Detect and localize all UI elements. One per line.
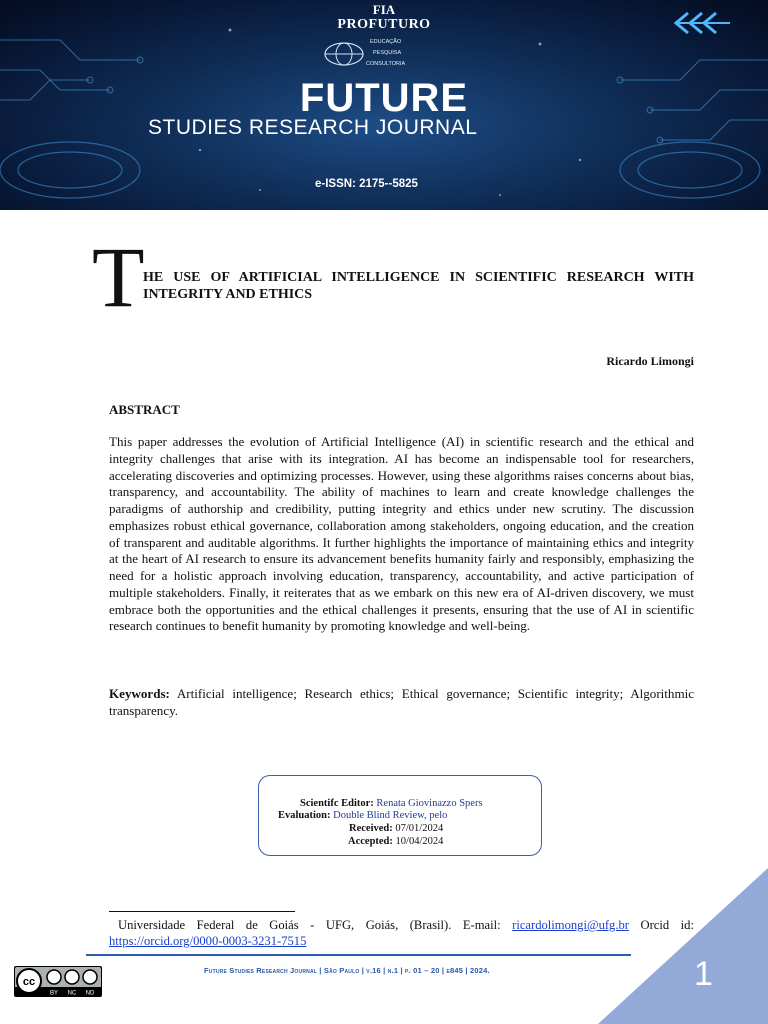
editor-value: Renata Giovinazzo Spers (376, 798, 483, 809)
journal-banner (0, 0, 768, 210)
footer-rule (86, 954, 631, 956)
accepted-value: 10/04/2024 (395, 836, 444, 847)
logo-word: EDUCAÇÃO (370, 39, 402, 45)
orcid-label: Orcid id: (640, 918, 694, 932)
received-line (349, 822, 443, 835)
org-name: FIA (372, 2, 396, 17)
cc-badge-by: BY (49, 990, 59, 997)
accepted-line (348, 835, 443, 848)
org-subname: PROFUTURO (337, 17, 431, 32)
creative-commons-badge (14, 966, 102, 997)
eissn-label: e-ISSN: 2175--5825 (315, 178, 418, 190)
cc-license-icon (14, 966, 102, 997)
author-name: Ricardo Limongi (606, 354, 694, 368)
footnote-rule (109, 911, 295, 912)
accepted-label: Accepted: (348, 836, 393, 847)
corner-triangle (598, 868, 768, 1024)
received-value: 07/01/2024 (395, 823, 444, 834)
author-email-link[interactable]: ricardolimongi@ufg.br (512, 918, 629, 932)
evaluation-label: Evaluation: (278, 810, 331, 821)
page-number: 1 (694, 955, 713, 993)
article-title: HE USE OF ARTIFICIAL INTELLIGENCE IN SCIENTIFIC RESEARCH WITH INTEGRITY AND ETHICS (143, 270, 694, 302)
keywords (109, 686, 694, 720)
globe-logo-icon (322, 40, 366, 68)
logo-tagline (366, 37, 406, 70)
footnote-affiliation: Universidade Federal de Goiás - UFG, Goiás, (Brasil). E-mail: (118, 918, 501, 932)
received-label: Received: (349, 823, 393, 834)
logo-word: CONSULTORIA (366, 61, 406, 67)
journal-title-sub: STUDIES RESEARCH JOURNAL (148, 116, 478, 139)
evaluation-value: Double Blind Review, pelo (333, 810, 448, 821)
editor-label: Scientifc Editor: (300, 798, 374, 809)
evaluation-line (278, 809, 447, 822)
cc-badge-text: cc (22, 976, 36, 988)
cc-badge-nc: NC (67, 990, 77, 997)
orcid-link[interactable]: https://orcid.org/0000-0003-3231-7515 (109, 934, 307, 948)
abstract-body: This paper addresses the evolution of Artificial Intelligence (AI) in scientific research and the ethical and integrity challenges that arise with its integration. AI has become an indispensable tool for researchers, accelerating discoveries and optimizing processes. However, using these algorithms raises concerns about bias, transparency, and accountability. The ability of machines to learn and create knowledge challenges the paradigms of authorship and credibility, putting integrity and ethics under new scrutiny. The discussion emphasizes robust ethical governance, collaboration among stakeholders, ongoing education, and the creation of transparent and auditable algorithms. It further highlights the importance of maintaining ethics and integrity at the heart of AI research to ensure its advancement benefits humanity fairly and responsibly, emphasizing the need for a holistic approach involving education, transparency, accountability, and active participation of multiple stakeholders. Finally, it reiterates that as we embark on this new era of AI-driven discovery, we must embrace both the opportunities and the ethical challenges it presents, ensuring that the use of AI in scientific research continues to benefit humanity by promoting knowledge and well-being. (109, 434, 694, 634)
cc-badge-nd: ND (85, 990, 95, 997)
journal-title-main: FUTURE (299, 76, 469, 120)
chevrons-left-icon (668, 10, 732, 36)
abstract-heading: ABSTRACT (109, 402, 180, 417)
title-dropcap: T (92, 229, 145, 325)
logo-word: PESQUISA (373, 50, 402, 56)
citation-line: Future Studies Research Journal | São Paulo | v.16 | n.1 | p. 01 – 20 | e845 | 2024. (204, 966, 490, 975)
keywords-list: Artificial intelligence; Research ethics; Ethical governance; Scientific integrity; Algorithmic transparency. (109, 686, 695, 718)
keywords-label: Keywords: (109, 686, 170, 701)
